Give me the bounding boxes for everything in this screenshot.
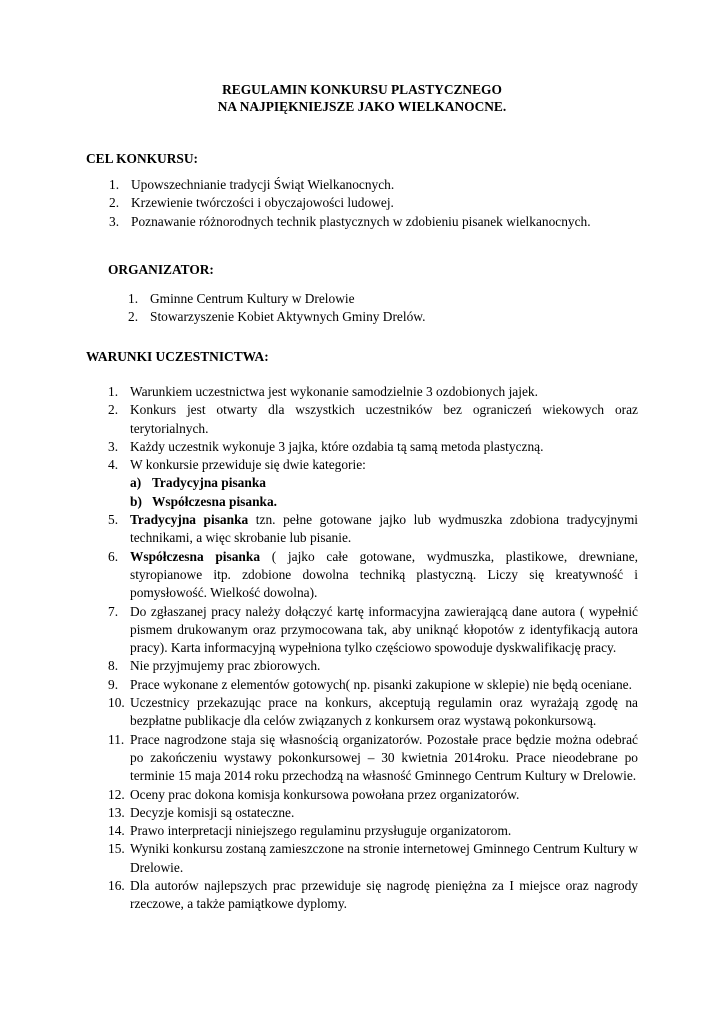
warunki-list (108, 383, 638, 914)
list-item: 1. Warunkiem uczestnictwa jest wykonanie samodzielnie 3 ozdobionych jajek. (108, 384, 538, 399)
list-item: 3. Poznawanie różnorodnych technik plastycznych w zdobieniu pisanek wielkanocnych. (109, 213, 591, 229)
category-item: a) Tradycyjna pisanka (130, 475, 266, 491)
list-item: 15. Wyniki konkursu zostaną zamieszczone na stronie internetowej Gminnego Centrum Kultury w Drelowie. (108, 841, 638, 875)
cel-list (109, 176, 651, 231)
list-item: 6. Współczesna pisanka ( jajko całe gotowane, wydmuszka, plastikowe, drewniane, styropianowe itp. zdobione dowolna techniką plastyczną. Liczy się kreatywność i pomysłowość. Wielkość dowolna). (108, 548, 638, 601)
list-item: 11. Prace nagrodzone staja się własnością organizatorów. Pozostałe prace będzie można odebrać po zakończeniu wystawy pokonkursowej – 30 kwietnia 2014roku. Prace nieodebrane po terminie 15 maja 2014 roku przechodzą na własność Gminnego Centrum Kultury w Drelowie. (108, 731, 638, 784)
list-item: 2. Stowarzyszenie Kobiet Aktywnych Gminy Drelów. (128, 309, 426, 325)
list-item: 5. Tradycyjna pisanka tzn. pełne gotowane jajko lub wydmuszka zdobiona tradycyjnymi technikami, a więc skrobanie lub pisanie. (108, 512, 638, 546)
list-item: 1. Upowszechnianie tradycji Świąt Wielkanocnych. (109, 177, 395, 192)
list-item: 1. Gminne Centrum Kultury w Drelowie (128, 291, 355, 306)
organizator-heading: ORGANIZATOR: (108, 262, 214, 277)
list-item: 2. Konkurs jest otwarty dla wszystkich uczestników bez ograniczeń wiekowych oraz terytorialnych. (108, 402, 638, 436)
list-item: 8. Nie przyjmujemy prac zbiorowych. (108, 658, 321, 674)
list-item: 7. Do zgłaszanej pracy należy dołączyć kartę informacyjna zawierającą dane autora ( wypełnić pismem drukowanym oraz przymocowana tak, aby uniknąć kłopotów z identyfikacją autora pracy). Karta informacyjną wypełniona tylko częściowo spowoduje dyskwalifikację pracy. (108, 603, 638, 656)
category-sublist (130, 474, 638, 511)
list-item: 4. W konkursie przewiduje się dwie kategorie: a) Tradycyjna pisanka b) Współczesna pisanka. (130, 456, 638, 511)
list-item: 14. Prawo interpretacji niniejszego regulaminu przysługuje organizatorom. (108, 823, 512, 839)
list-item: 3. Każdy uczestnik wykonuje 3 jajka, które ozdabia tą samą metoda plastyczną. (108, 438, 544, 454)
list-item: 13. Decyzje komisji są ostateczne. (108, 804, 295, 820)
document-title-line-1: REGULAMIN KONKURSU PLASTYCZNEGO (222, 82, 502, 97)
list-item: 16. Dla autorów najlepszych prac przewiduje się nagrodę pieniężna za I miejsce oraz nagrody rzeczowe, a także pamiątkowe dyplomy. (108, 878, 638, 912)
warunki-heading: WARUNKI UCZESTNICTWA: (86, 349, 269, 364)
document-title-line-2: NA NAJPIĘKNIEJSZE JAKO WIELKANOCNE. (217, 99, 507, 114)
category-item: b) Współczesna pisanka. (130, 493, 278, 509)
list-item: 10. Uczestnicy przekazując prace na konkurs, akceptują regulamin oraz wyrażają zgodę na bezpłatne publikacje dla celów związanych z konkursem oraz wystawą pokonkursową. (108, 695, 638, 729)
list-item: 2. Krzewienie twórczości i obyczajowości ludowej. (109, 195, 394, 211)
list-item: 12. Oceny prac dokona komisja konkursowa powołana przez organizatorów. (108, 786, 520, 802)
organizator-list (128, 290, 570, 327)
list-item: 9. Prace wykonane z elementów gotowych( np. pisanki zakupione w sklepie) nie będą oceniane. (108, 676, 632, 692)
cel-heading: CEL KONKURSU: (86, 151, 198, 166)
